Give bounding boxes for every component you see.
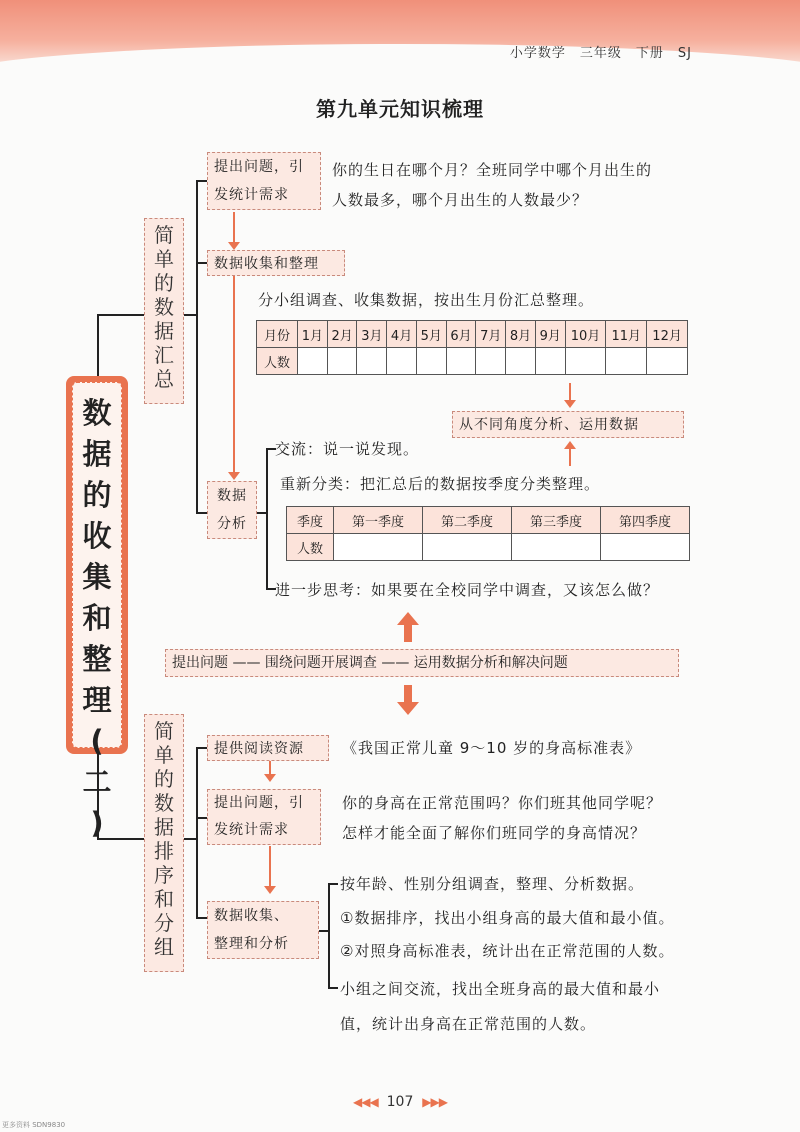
- month-count-cell: [535, 348, 565, 375]
- month-cell: 12月: [647, 321, 688, 348]
- month-cell: 6月: [446, 321, 476, 348]
- count-header: 人数: [257, 348, 298, 375]
- main-title: [72, 382, 122, 840]
- season-row: [287, 507, 690, 534]
- section2-label-char: 数: [154, 791, 174, 815]
- collect2-line1: 数据收集、: [214, 908, 289, 924]
- season-cell: 第三季度: [512, 507, 601, 534]
- month-cell: 1月: [298, 321, 328, 348]
- step-1: 按年龄、性别分组调查，整理、分析数据。: [340, 875, 645, 893]
- section1-label-char: 单: [154, 247, 174, 271]
- step-2: ①数据排序，找出小组身高的最大值和最小值。: [340, 909, 675, 927]
- section1-label-char: 简: [154, 223, 174, 247]
- main-title-char: 整: [82, 642, 112, 676]
- analysis-line1: 数据: [217, 488, 247, 504]
- season-count-row: [287, 534, 690, 561]
- collect-box-1: 数据收集和整理: [207, 250, 345, 276]
- process-bar: 提出问题 —— 围绕问题开展调查 —— 运用数据分析和解决问题: [165, 649, 679, 677]
- question2-line1: 你的身高在正常范围吗？你们班其他同学呢？: [342, 794, 663, 812]
- month-count-cell: [476, 348, 506, 375]
- collect-box-2: [207, 901, 319, 959]
- reading-box: 提供阅读资源: [207, 735, 329, 761]
- month-count-cell: [357, 348, 387, 375]
- month-count-cell: [327, 348, 357, 375]
- section2-label-char: 简: [154, 719, 174, 743]
- month-cell: 7月: [476, 321, 506, 348]
- section2-label-char: 分: [154, 911, 174, 935]
- reading-title: 《我国正常儿童 9～10 岁的身高标准表》: [342, 739, 642, 757]
- month-count-cell: [298, 348, 328, 375]
- flow-arrow: [569, 446, 571, 466]
- further-text: 进一步思考：如果要在全校同学中调查，又该怎么做？: [275, 581, 660, 599]
- question-text-1: [332, 155, 652, 215]
- month-count-cell: [506, 348, 536, 375]
- main-title-char: 集: [82, 560, 112, 594]
- month-cell: 4月: [387, 321, 417, 348]
- arrow-head: [228, 242, 240, 250]
- header-edition: SJ: [677, 46, 692, 61]
- connector: [97, 314, 145, 316]
- header-volume: 下册: [635, 46, 664, 61]
- page-footer: [0, 1094, 800, 1110]
- exchange-text: 交流：说一说发现。: [275, 440, 420, 458]
- bracket: [328, 987, 338, 989]
- pose-question-box-2: [207, 789, 321, 845]
- section2-label-char: 单: [154, 743, 174, 767]
- next-marks: ▶▶▶: [422, 1095, 447, 1109]
- bracket: [257, 512, 267, 514]
- flow-arrow: [233, 276, 235, 476]
- month-count-cell: [416, 348, 446, 375]
- flow-arrow: [269, 846, 271, 888]
- pose-line2: 发统计需求: [214, 187, 289, 203]
- month-cell: 8月: [506, 321, 536, 348]
- page-number: 107: [386, 1094, 414, 1110]
- arrow-down-icon: [397, 685, 419, 715]
- section2-label-char: 和: [154, 887, 174, 911]
- main-title-char: (: [90, 724, 104, 758]
- reclassify-text: 重新分类：把汇总后的数据按季度分类整理。: [280, 475, 601, 493]
- bracket: [266, 448, 268, 590]
- section1-label-char: 据: [154, 319, 174, 343]
- month-count-cell: [446, 348, 476, 375]
- main-title-char: 的: [82, 478, 112, 512]
- arrow-up-icon: [397, 612, 419, 642]
- arrow-head: [564, 400, 576, 408]
- month-cell: 5月: [416, 321, 446, 348]
- main-title-char: 和: [82, 601, 112, 635]
- pose2-line1: 提出问题，引: [214, 795, 304, 811]
- analysis-label-box: [207, 481, 257, 539]
- section2-label-char: 据: [154, 815, 174, 839]
- section1-label: [144, 218, 184, 404]
- season-table: [286, 506, 690, 561]
- season-count-header: 人数: [287, 534, 334, 561]
- pose-line1: 提出问题，引: [214, 159, 304, 175]
- collect-desc: 分小组调查、收集数据，按出生月份汇总整理。: [258, 291, 595, 309]
- main-title-char: ): [90, 806, 104, 840]
- season-cell: 第四季度: [601, 507, 690, 534]
- month-count-row: [257, 348, 688, 375]
- arrow-head: [228, 472, 240, 480]
- step-4: 小组之间交流，找出全班身高的最大值和最小: [340, 980, 661, 998]
- month-cell: 9月: [535, 321, 565, 348]
- header-grade: 三年级: [579, 46, 622, 61]
- arrow-head: [564, 441, 576, 449]
- question-line1: 你的生日在哪个月？全班同学中哪个月出生的: [332, 161, 653, 179]
- main-title-char: 理: [82, 683, 112, 717]
- month-cell: 10月: [565, 321, 606, 348]
- pose2-line2: 发统计需求: [214, 822, 289, 838]
- question2-line2: 怎样才能全面了解你们班同学的身高情况？: [342, 824, 647, 842]
- connector: [196, 747, 198, 919]
- section1-label-char: 数: [154, 295, 174, 319]
- season-count-cell: [423, 534, 512, 561]
- season-header: 季度: [287, 507, 334, 534]
- section2-label-char: 组: [154, 935, 174, 959]
- section2-label-char: 序: [154, 863, 174, 887]
- main-title-char: 二: [82, 765, 112, 799]
- season-count-cell: [512, 534, 601, 561]
- analysis-box: 从不同角度分析、运用数据: [452, 411, 684, 438]
- analysis-line2: 分析: [217, 516, 247, 532]
- main-title-char: 收: [82, 519, 112, 553]
- month-cell: 2月: [327, 321, 357, 348]
- arrow-head: [264, 886, 276, 894]
- season-cell: 第一季度: [334, 507, 423, 534]
- section2-label-char: 排: [154, 839, 174, 863]
- header-subject: 小学数学: [509, 46, 566, 61]
- section2-label-char: 的: [154, 767, 174, 791]
- season-count-cell: [334, 534, 423, 561]
- page-title: 第九单元知识梳理: [316, 97, 484, 121]
- main-title-char: 数: [82, 396, 112, 430]
- bracket: [328, 883, 330, 989]
- section1-label-char: 汇: [154, 343, 174, 367]
- question-line2: 人数最多，哪个月出生的人数最少？: [332, 191, 589, 209]
- stamp-text: 更多资料 SDN9830: [2, 1121, 66, 1129]
- main-title-char: 据: [82, 437, 112, 471]
- month-header: 月份: [257, 321, 298, 348]
- month-count-cell: [565, 348, 606, 375]
- season-cell: 第二季度: [423, 507, 512, 534]
- collect2-line2: 整理和分析: [214, 936, 289, 952]
- prev-marks: ◀◀◀: [353, 1095, 378, 1109]
- month-cell: 11月: [606, 321, 647, 348]
- season-count-cell: [601, 534, 690, 561]
- month-table: [256, 320, 688, 375]
- month-count-cell: [387, 348, 417, 375]
- arrow-head: [264, 774, 276, 782]
- section1-label-char: 的: [154, 271, 174, 295]
- question-text-2: [342, 788, 662, 848]
- bracket: [328, 883, 338, 885]
- pose-question-box-1: [207, 152, 321, 210]
- connector: [97, 314, 99, 378]
- month-count-cell: [647, 348, 688, 375]
- month-cell: 3月: [357, 321, 387, 348]
- step-5: 值，统计出身高在正常范围的人数。: [340, 1015, 597, 1033]
- connector: [196, 180, 198, 514]
- section1-label-char: 总: [154, 367, 174, 391]
- month-count-cell: [606, 348, 647, 375]
- page-header: [496, 42, 692, 61]
- step-3: ②对照身高标准表，统计出在正常范围的人数。: [340, 942, 675, 960]
- month-row: [257, 321, 688, 348]
- section2-label: [144, 714, 184, 972]
- bracket: [319, 930, 329, 932]
